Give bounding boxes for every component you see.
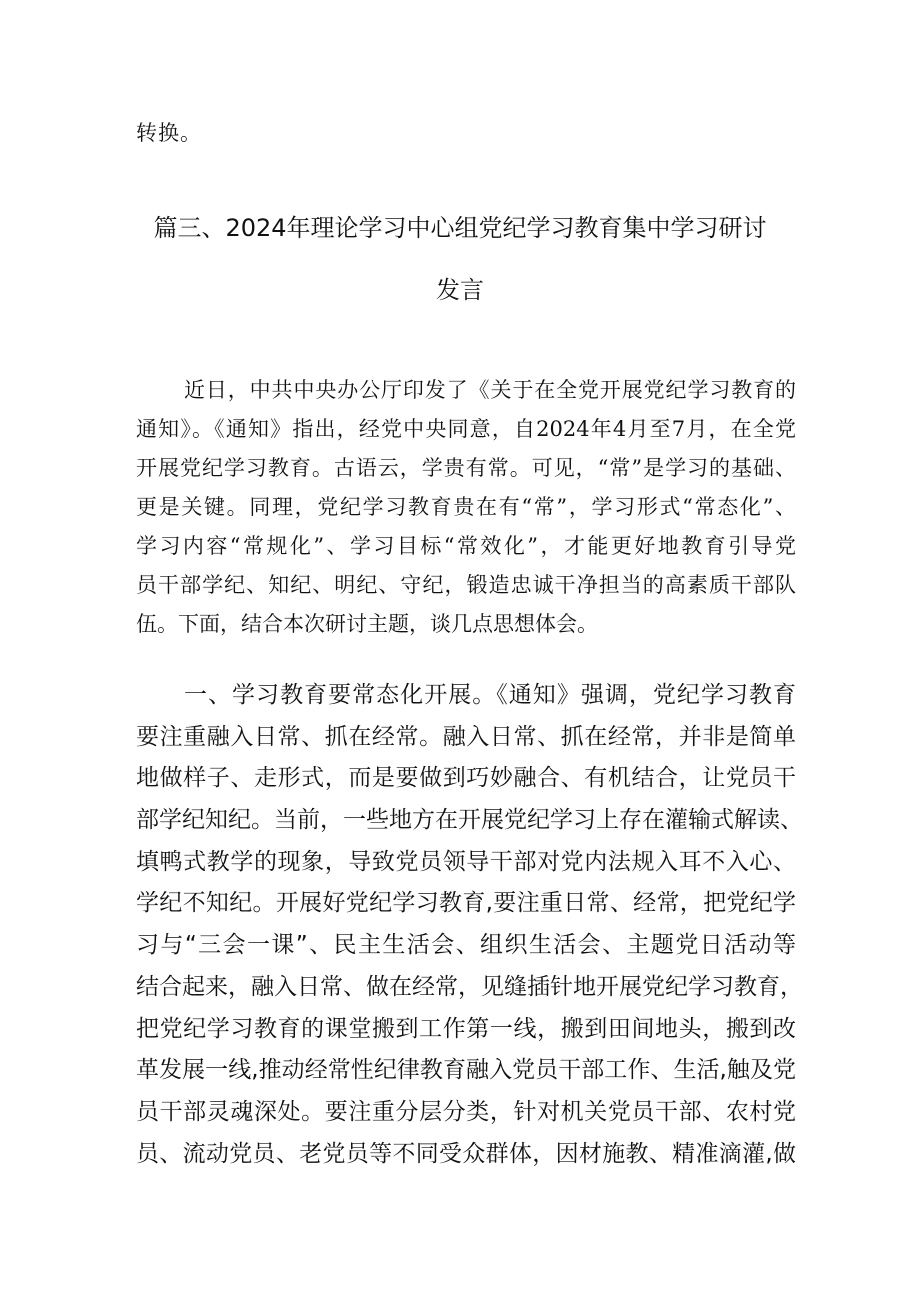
section-title-line-1: 篇三、2024年理论学习中心组党纪学习教育集中学习研讨: [153, 214, 767, 242]
paragraph-line: 结合起来，融入日常、做在经常，见缝插针地开展党纪学习教育，: [136, 973, 803, 1000]
paragraph-line: 习与“三会一课”、民主生活会、组织生活会、主题党日活动等: [136, 932, 796, 959]
paragraph-line: 更是关键。同理，党纪学习教育贵在有“常”，学习形式“常态化”、: [136, 495, 796, 519]
paragraph-line: 学习内容“常规化”、学习目标“常效化”，才能更好地教育引导党: [136, 534, 796, 558]
paragraph-line: 通知》。《通知》指出，经党中央同意，自2024年4月至7月，在全党: [136, 417, 796, 441]
section-title-line-2: 发言: [436, 276, 484, 304]
paragraph-line: 部学纪知纪。当前，一些地方在开展党纪学习上存在灌输式解读、: [136, 807, 803, 834]
paragraph-line: 开展党纪学习教育。古语云，学贵有常。可见，“常”是学习的基础、: [136, 456, 796, 480]
paragraph-line: 革发展一线,推动经常性纪律教育融入党员干部工作、生活,触及党: [136, 1057, 796, 1084]
paragraph-line: 员干部灵魂深处。要注重分层分类，针对机关党员干部、农村党: [136, 1098, 796, 1125]
paragraph-line: 地做样子、走形式，而是要做到巧妙融合、有机结合，让党员干: [136, 765, 796, 792]
paragraph-line: 要注重融入日常、抓在经常。融入日常、抓在经常，并非是简单: [136, 723, 796, 750]
body-paragraph: [136, 675, 803, 1175]
paragraph-line: 员干部学纪、知纪、明纪、守纪，锻造忠诚干净担当的高素质干部队: [136, 573, 796, 597]
paragraph-line: 近日，中共中央办公厅印发了《关于在全党开展党纪学习教育的: [184, 378, 796, 402]
paragraph-line: 伍。下面，结合本次研讨主题，谈几点思想体会。: [136, 612, 598, 636]
paragraph-line: 填鸭式教学的现象，导致党员领导干部对党内法规入耳不入心、: [136, 848, 796, 875]
continuation-text: 转换。: [136, 121, 202, 145]
paragraph-line: 员、流动党员、老党员等不同受众群体，因材施教、精准滴灌,做: [136, 1140, 796, 1167]
intro-paragraph: [136, 371, 796, 644]
paragraph-line: 学纪不知纪。开展好党纪学习教育,要注重日常、经常，把党纪学: [136, 890, 796, 917]
paragraph-line: 把党纪学习教育的课堂搬到工作第一线，搬到田间地头，搬到改: [136, 1015, 796, 1042]
paragraph-line: 一、学习教育要常态化开展。《通知》强调，党纪学习教育: [184, 682, 796, 708]
